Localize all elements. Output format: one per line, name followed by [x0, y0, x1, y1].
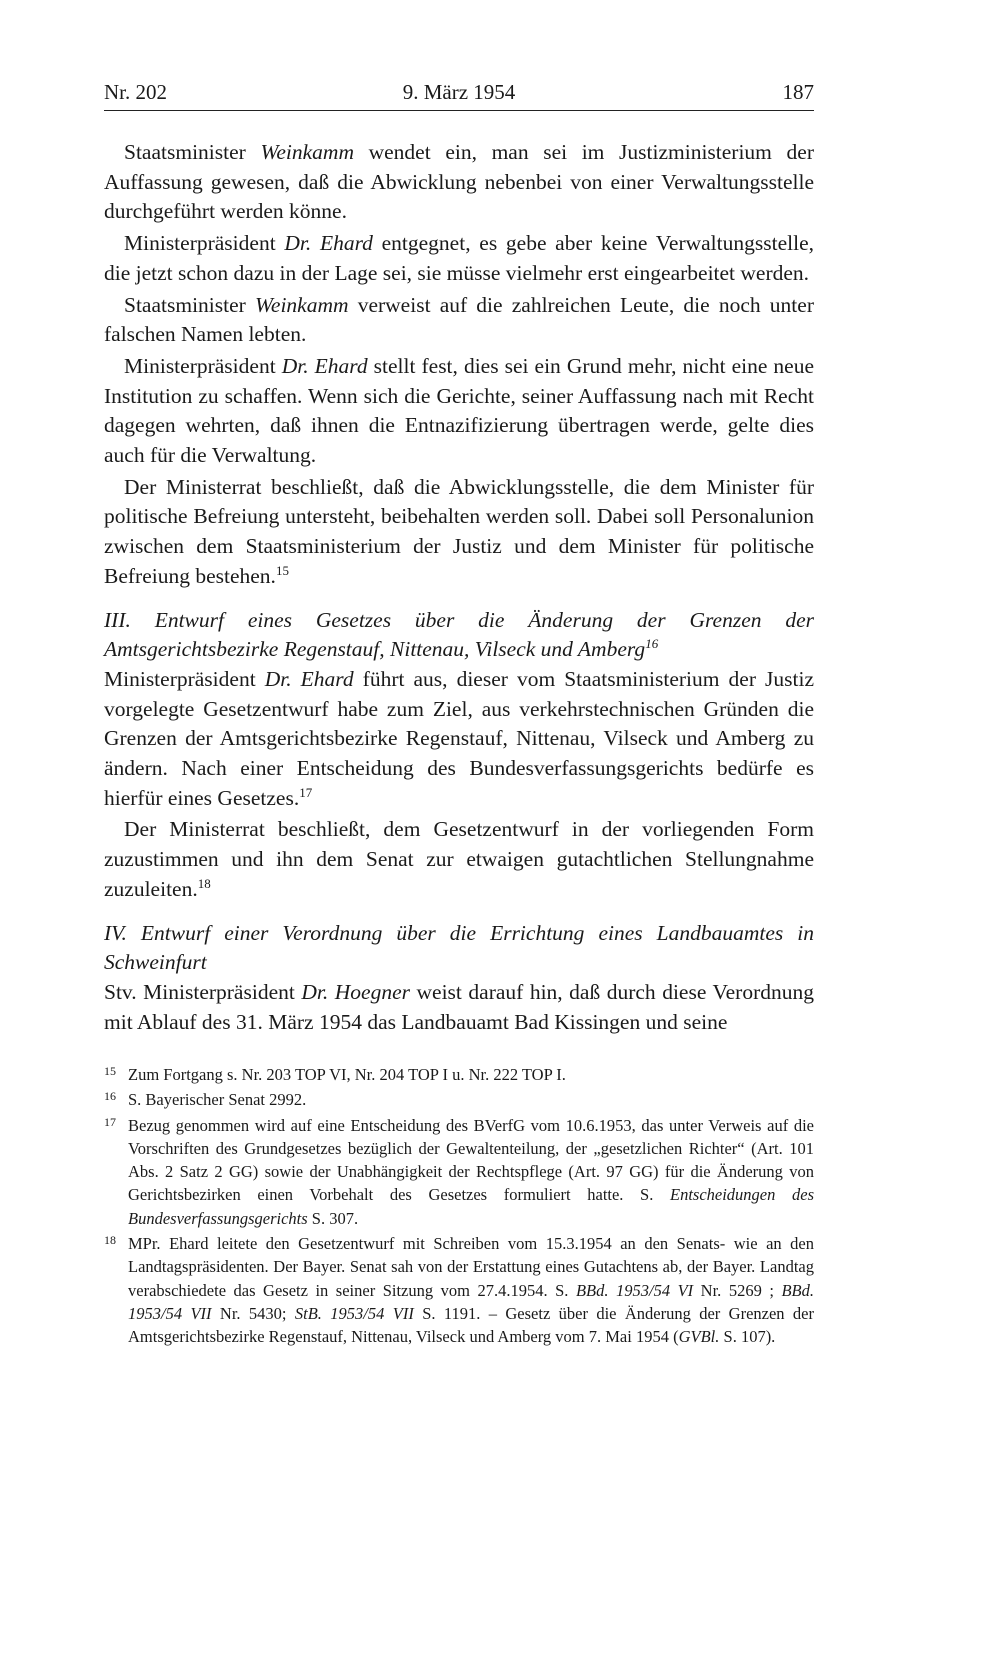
- heading-text: III. Entwurf eines Gesetzes über die Änderung der Grenzen der Amtsgerichtsbezirke Regenstauf, Nittenau, Vilseck und Amberg: [104, 607, 814, 662]
- footnote-text: S. 1191. – Gesetz über die Änderung der Grenzen der Amtsgerichtsbezirke Regenstauf, Nittenau, Vilseck und Amberg vom 7. Mai 1954 (: [128, 1303, 815, 1347]
- header-date: 9. März 1954: [402, 80, 516, 104]
- speaker-name: Dr. Ehard: [284, 231, 373, 256]
- section-heading: [104, 919, 814, 978]
- citation-title: BBd. 1953/54 VII: [128, 1280, 814, 1323]
- citation-title: Entscheidungen des Bundesverfassungsgerichts: [128, 1185, 814, 1228]
- footnote: [104, 1114, 814, 1230]
- page-number: 187: [782, 80, 814, 104]
- footnote-text: Nr. 5269 ;: [693, 1280, 782, 1300]
- text: verweist auf die zahlreichen Leute, die noch unter falschen Namen lebten.: [104, 292, 814, 347]
- footnote-ref[interactable]: 16: [645, 636, 659, 652]
- footnote-ref[interactable]: 18: [197, 875, 211, 891]
- speaker-name: Dr. Ehard: [281, 353, 368, 378]
- paragraph: [104, 138, 814, 227]
- running-header: [104, 80, 814, 111]
- paragraph: [104, 665, 814, 814]
- text: Der Ministerrat beschließt, dem Gesetzentwurf in der vorliegenden Form zuzustimmen und ihn dem Senat zur etwaigen gutachtlichen Stellungnahme zuzuleiten.: [104, 817, 814, 901]
- footnote: [104, 1088, 814, 1111]
- footnote-number: 15: [104, 1064, 116, 1078]
- footnote-text: S. Bayerischer Senat 2992.: [128, 1090, 307, 1110]
- footnote-text: Bezug genommen wird auf eine Entscheidung des BVerfG vom 10.6.1953, das unter Verweis auf die Vorschriften des Grundgesetzes bezüglich der Gewaltenteilung, der „gesetzlichen Richter“ (Art. 101 Abs. 2 Satz 2 GG) sowie der Unabhängigkeit der Rechtspflege (Art. 97 GG) für die Änderung von Gerichtsbezirken einen Vorbehalt des Gesetzes formuliert hatte. S.: [128, 1115, 814, 1205]
- footnote-number: 17: [104, 1114, 116, 1129]
- citation-title: StB. 1953/54 VII: [294, 1303, 414, 1323]
- heading-text: IV. Entwurf einer Verordnung über die Errichtung eines Landbauamtes in Schweinfurt: [104, 920, 814, 975]
- text: Ministerpräsident: [124, 353, 282, 378]
- section-heading: [104, 606, 814, 665]
- citation-title: GVBl.: [678, 1327, 720, 1347]
- paragraph: [104, 352, 814, 471]
- footnote-ref[interactable]: 17: [299, 784, 313, 800]
- text: führt aus, dieser vom Staatsministerium der Justiz vorgelegte Gesetzentwurf habe zum Ziel, aus verkehrstechnischen Gründen die Grenzen der Amtsgerichtsbezirke Regenstauf, Nittenau, Vilseck und Amberg zu ändern. Nach einer Entscheidung des Bundesverfassungsgerichts bedürfe es hierfür eines Gesetzes.: [104, 666, 815, 810]
- paragraph: [104, 978, 814, 1037]
- footnote: [104, 1232, 814, 1348]
- text: weist darauf hin, daß durch diese Verordnung mit Ablauf des 31. März 1954 das Landbauamt Bad Kissingen und seine: [104, 979, 815, 1034]
- footnote-text: S. 307.: [307, 1208, 359, 1228]
- paragraph: [104, 473, 814, 592]
- footnote: [104, 1063, 814, 1086]
- main-text: [104, 138, 814, 1037]
- speaker-name: Weinkamm: [260, 140, 354, 164]
- text: Ministerpräsident: [104, 666, 265, 691]
- speaker-name: Dr. Hoegner: [301, 979, 410, 1004]
- footnote-number: 18: [104, 1233, 116, 1248]
- paragraph: [104, 815, 814, 904]
- paragraph: [104, 291, 814, 350]
- text: entgegnet, es gebe aber keine Verwaltungsstelle, die jetzt schon dazu in der Lage sei, sie müsse vielmehr erst eingearbeitet werden.: [104, 231, 814, 285]
- footnote-text: Zum Fortgang s. Nr. 203 TOP VI, Nr. 204 TOP I u. Nr. 222 TOP I.: [128, 1065, 566, 1084]
- paragraph: [104, 229, 814, 288]
- text: Der Ministerrat beschließt, daß die Abwicklungsstelle, die dem Minister für politische Befreiung untersteht, beibehalten werden soll. Dabei soll Personalunion zwischen dem Staatsministerium der Justiz und dem Minister für politische Befreiung bestehen.: [104, 474, 814, 588]
- footnotes: [104, 1063, 814, 1351]
- text: Stv. Ministerpräsident: [104, 979, 302, 1004]
- text: Ministerpräsident: [124, 231, 285, 256]
- footnote-number: 16: [104, 1089, 116, 1104]
- footnote-ref[interactable]: 15: [275, 562, 289, 578]
- text: Staatsminister: [124, 140, 261, 164]
- speaker-name: Weinkamm: [254, 292, 349, 317]
- speaker-name: Dr. Ehard: [264, 666, 354, 691]
- document-number: Nr. 202: [104, 80, 167, 104]
- footnote-text: Nr. 5430;: [211, 1303, 295, 1323]
- text: wendet ein, man sei im Justizministerium der Auffassung gewesen, daß die Abwicklung nebenbei von einer Verwaltungsstelle durchgeführt werden könne.: [104, 140, 814, 224]
- text: Staatsminister: [124, 292, 255, 317]
- footnote-text: MPr. Ehard leitete den Gesetzentwurf mit Schreiben vom 15.3.1954 an den Senats- wie an den Landtagspräsidenten. Der Bayer. Senat sah von der Erstattung eines Gutachtens ab, der Bayer. Landtag verabschiedete das Gesetz in seiner Sitzung vom 27.4.1954. S.: [128, 1234, 814, 1300]
- citation-title: BBd. 1953/54 VI: [575, 1280, 694, 1300]
- text: stellt fest, dies sei ein Grund mehr, nicht eine neue Institution zu schaffen. Wenn sich die Gerichte, seiner Auffassung nach mit Recht dagegen wehrten, daß ihnen die Entnazifizierung übertragen werde, gelte dies auch für die Verwaltung.: [104, 353, 815, 468]
- footnote-text: S. 107).: [719, 1327, 776, 1347]
